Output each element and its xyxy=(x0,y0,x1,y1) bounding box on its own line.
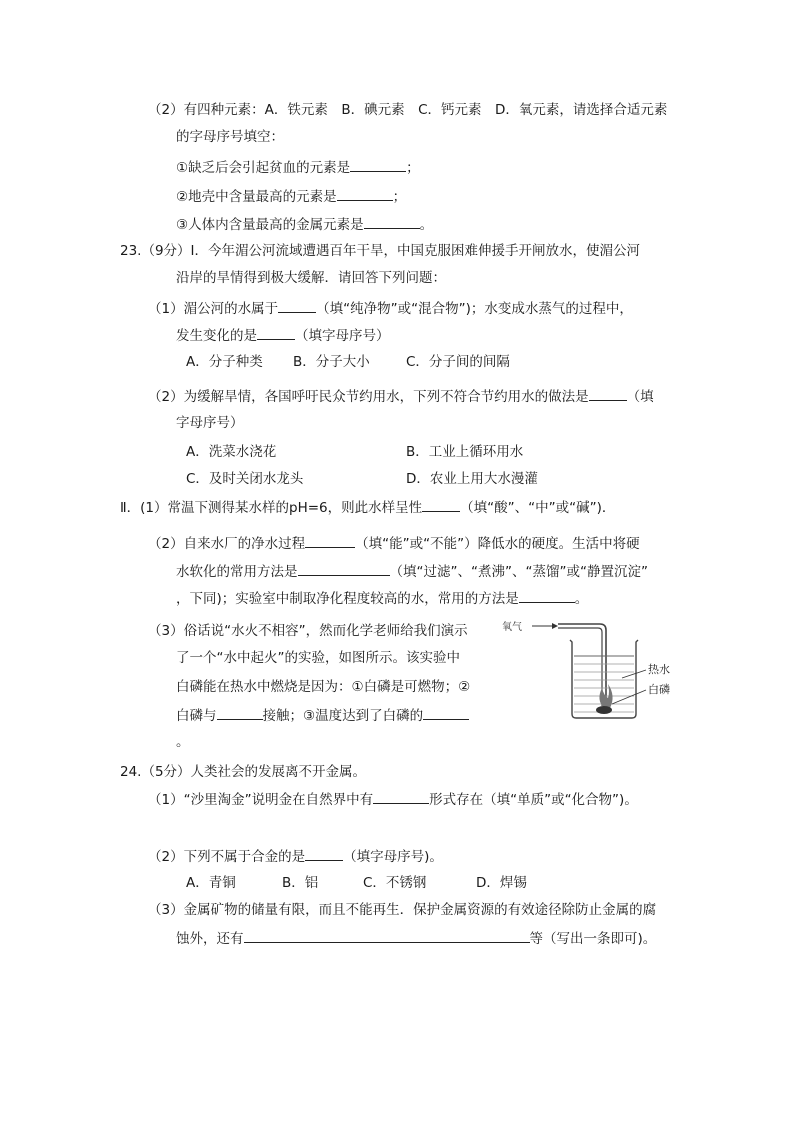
q23-ii-3-text-b: 接触；③温度达到了白磷的 xyxy=(262,708,424,724)
q24-2-text-a: （2）下列不属于合金的是 xyxy=(148,849,306,865)
q23-ii-3-line5: 。 xyxy=(176,734,190,750)
q23-ii-3-line3: 白磷能在热水中燃烧是因为：①白磷是可燃物；② xyxy=(176,679,471,695)
q23-1-text-b: （填“纯净物”或“混合物”)；水变成水蒸气的过程中， xyxy=(316,301,633,317)
blank-crust-element[interactable] xyxy=(337,186,393,201)
q22-2-stem-line1: （2）有四种元素：A．铁元素 B．碘元素 C．钙元素 D．氧元素，请选择合适元素 xyxy=(148,102,668,118)
punct: 。 xyxy=(419,217,434,233)
q23-heading-line1: 23.（9分）Ⅰ．今年湄公河流域遭遇百年干旱，中国克服困难伸援手开闸放水，使湄公河 xyxy=(120,243,641,259)
q23-1-line2 xyxy=(176,325,390,345)
q23-ii-2-text-b: （填“能”或“不能”）降低水的硬度。生活中将硬 xyxy=(355,536,640,552)
label-white-phosphorus: 白磷 xyxy=(648,683,670,696)
q23-2-line1 xyxy=(148,386,654,406)
q22-2-item-1 xyxy=(176,157,420,177)
q24-2-options xyxy=(0,873,794,893)
option-d[interactable]: D．焊锡 xyxy=(476,875,527,891)
blank-anemia-element[interactable] xyxy=(350,157,406,172)
q23-1-line1 xyxy=(148,298,633,318)
q23-ii-2-text-d: （填“过滤”、“煮沸”、“蒸馏”或“静置沉淀” xyxy=(389,564,648,580)
option-a[interactable]: A．分子种类 xyxy=(186,354,263,370)
q23-ii-2-line1 xyxy=(148,533,640,553)
punct: ； xyxy=(406,160,420,176)
q23-ii-2-text-a: （2）自来水厂的净水过程 xyxy=(148,536,306,552)
q24-1-text-a: （1）“沙里淘金”说明金在自然界中有 xyxy=(148,792,374,808)
option-c[interactable]: C．分子间的间隔 xyxy=(406,354,510,370)
q23-ii-2-line2 xyxy=(176,561,648,581)
option-b[interactable]: B．分子大小 xyxy=(293,354,370,370)
q24-3-text-a: 蚀外，还有 xyxy=(176,931,244,947)
blank-gold-form[interactable] xyxy=(373,789,429,804)
q23-ii-2-text-c: 水软化的常用方法是 xyxy=(176,564,298,580)
q23-ii-3-line4 xyxy=(176,705,469,725)
q23-ii-1-text-a: Ⅱ．(1）常温下测得某水样的pH=6，则此水样呈性 xyxy=(120,500,423,516)
option-c[interactable]: C．不锈钢 xyxy=(363,875,427,891)
q23-2-line2: 字母序号） xyxy=(176,415,244,431)
q24-heading: 24.（5分）人类社会的发展离不开金属。 xyxy=(120,764,367,780)
label-oxygen: 氧气 xyxy=(502,622,522,633)
option-c[interactable]: C．及时关闭水龙头 xyxy=(186,471,304,487)
q23-ii-3-line2: 了一个“水中起火”的实验，如图所示。该实验中 xyxy=(176,650,460,666)
q24-3-line2 xyxy=(176,928,656,948)
q23-ii-1 xyxy=(120,497,615,517)
q22-2-item-3-text: ③人体内含量最高的金属元素是 xyxy=(176,217,364,233)
blank-water-type[interactable] xyxy=(278,298,316,313)
blank-not-saving[interactable] xyxy=(589,386,627,401)
q22-2-stem-line2: 的字母序号填空： xyxy=(176,129,284,145)
q22-2-item-3 xyxy=(176,214,433,234)
q24-2-text-b: （填字母序号)。 xyxy=(343,849,443,865)
q24-2 xyxy=(148,846,443,866)
option-b[interactable]: B．铝 xyxy=(282,875,319,891)
option-d[interactable]: D．农业上用大水漫灌 xyxy=(406,471,538,487)
q23-ii-3-text-a: 白磷与 xyxy=(176,708,217,724)
q22-2-item-2 xyxy=(176,186,406,206)
q23-ii-3-line1: （3）俗话说“水火不相容”，然而化学老师给我们演示 xyxy=(148,623,468,639)
blank-soften-method[interactable] xyxy=(298,561,390,576)
blank-acidity[interactable] xyxy=(422,497,460,512)
q23-ii-2-line3 xyxy=(176,588,588,608)
q22-2-item-1-text: ①缺乏后会引起贫血的元素是 xyxy=(176,160,351,176)
q24-3-text-b: 等（写出一条即可)。 xyxy=(529,931,657,947)
punct: 。 xyxy=(574,591,589,607)
q23-2-options-row1 xyxy=(0,442,794,462)
q23-2-text-a: （2）为缓解旱情，各国呼吁民众节约用水，下列不符合节约用水的做法是 xyxy=(148,389,589,405)
q24-1 xyxy=(148,789,638,809)
q23-heading-line2: 沿岸的旱情得到极大缓解．请回答下列问题： xyxy=(176,270,446,286)
option-a[interactable]: A．青铜 xyxy=(186,875,236,891)
option-a[interactable]: A．洗菜水浇花 xyxy=(186,444,277,460)
blank-not-alloy[interactable] xyxy=(305,846,343,861)
q24-1-text-b: 形式存在（填“单质”或“化合物”)。 xyxy=(429,792,638,808)
blank-hardness[interactable] xyxy=(305,533,355,548)
q23-1-options xyxy=(0,352,794,372)
q23-1-text-a: （1）湄公河的水属于 xyxy=(148,301,279,317)
blank-body-metal[interactable] xyxy=(364,214,420,229)
blank-protect-metal[interactable] xyxy=(244,928,530,943)
q24-3-line1: （3）金属矿物的储量有限，而且不能再生．保护金属资源的有效途径除防止金属的腐 xyxy=(148,902,657,918)
blank-change[interactable] xyxy=(257,325,295,340)
option-b[interactable]: B．工业上循环用水 xyxy=(406,444,524,460)
q23-2-options-row2 xyxy=(0,469,794,489)
q23-ii-1-text-b: （填“酸”、“中”或“碱”)． xyxy=(460,500,616,516)
q23-1-text-d: （填字母序号） xyxy=(295,328,390,344)
punct: ； xyxy=(392,189,407,205)
q23-ii-2-text-e: ，下同)；实验室中制取净化程度较高的水，常用的方法是 xyxy=(176,591,519,607)
experiment-figure xyxy=(492,614,682,724)
q23-2-text-b: （填 xyxy=(626,389,654,405)
label-hot-water: 热水 xyxy=(648,663,670,676)
blank-lab-method[interactable] xyxy=(519,588,575,603)
q23-1-text-c: 发生变化的是 xyxy=(176,328,257,344)
blank-ignition-point[interactable] xyxy=(423,705,469,720)
blank-contact[interactable] xyxy=(217,705,263,720)
q22-2-item-2-text: ②地壳中含量最高的元素是 xyxy=(176,189,337,205)
